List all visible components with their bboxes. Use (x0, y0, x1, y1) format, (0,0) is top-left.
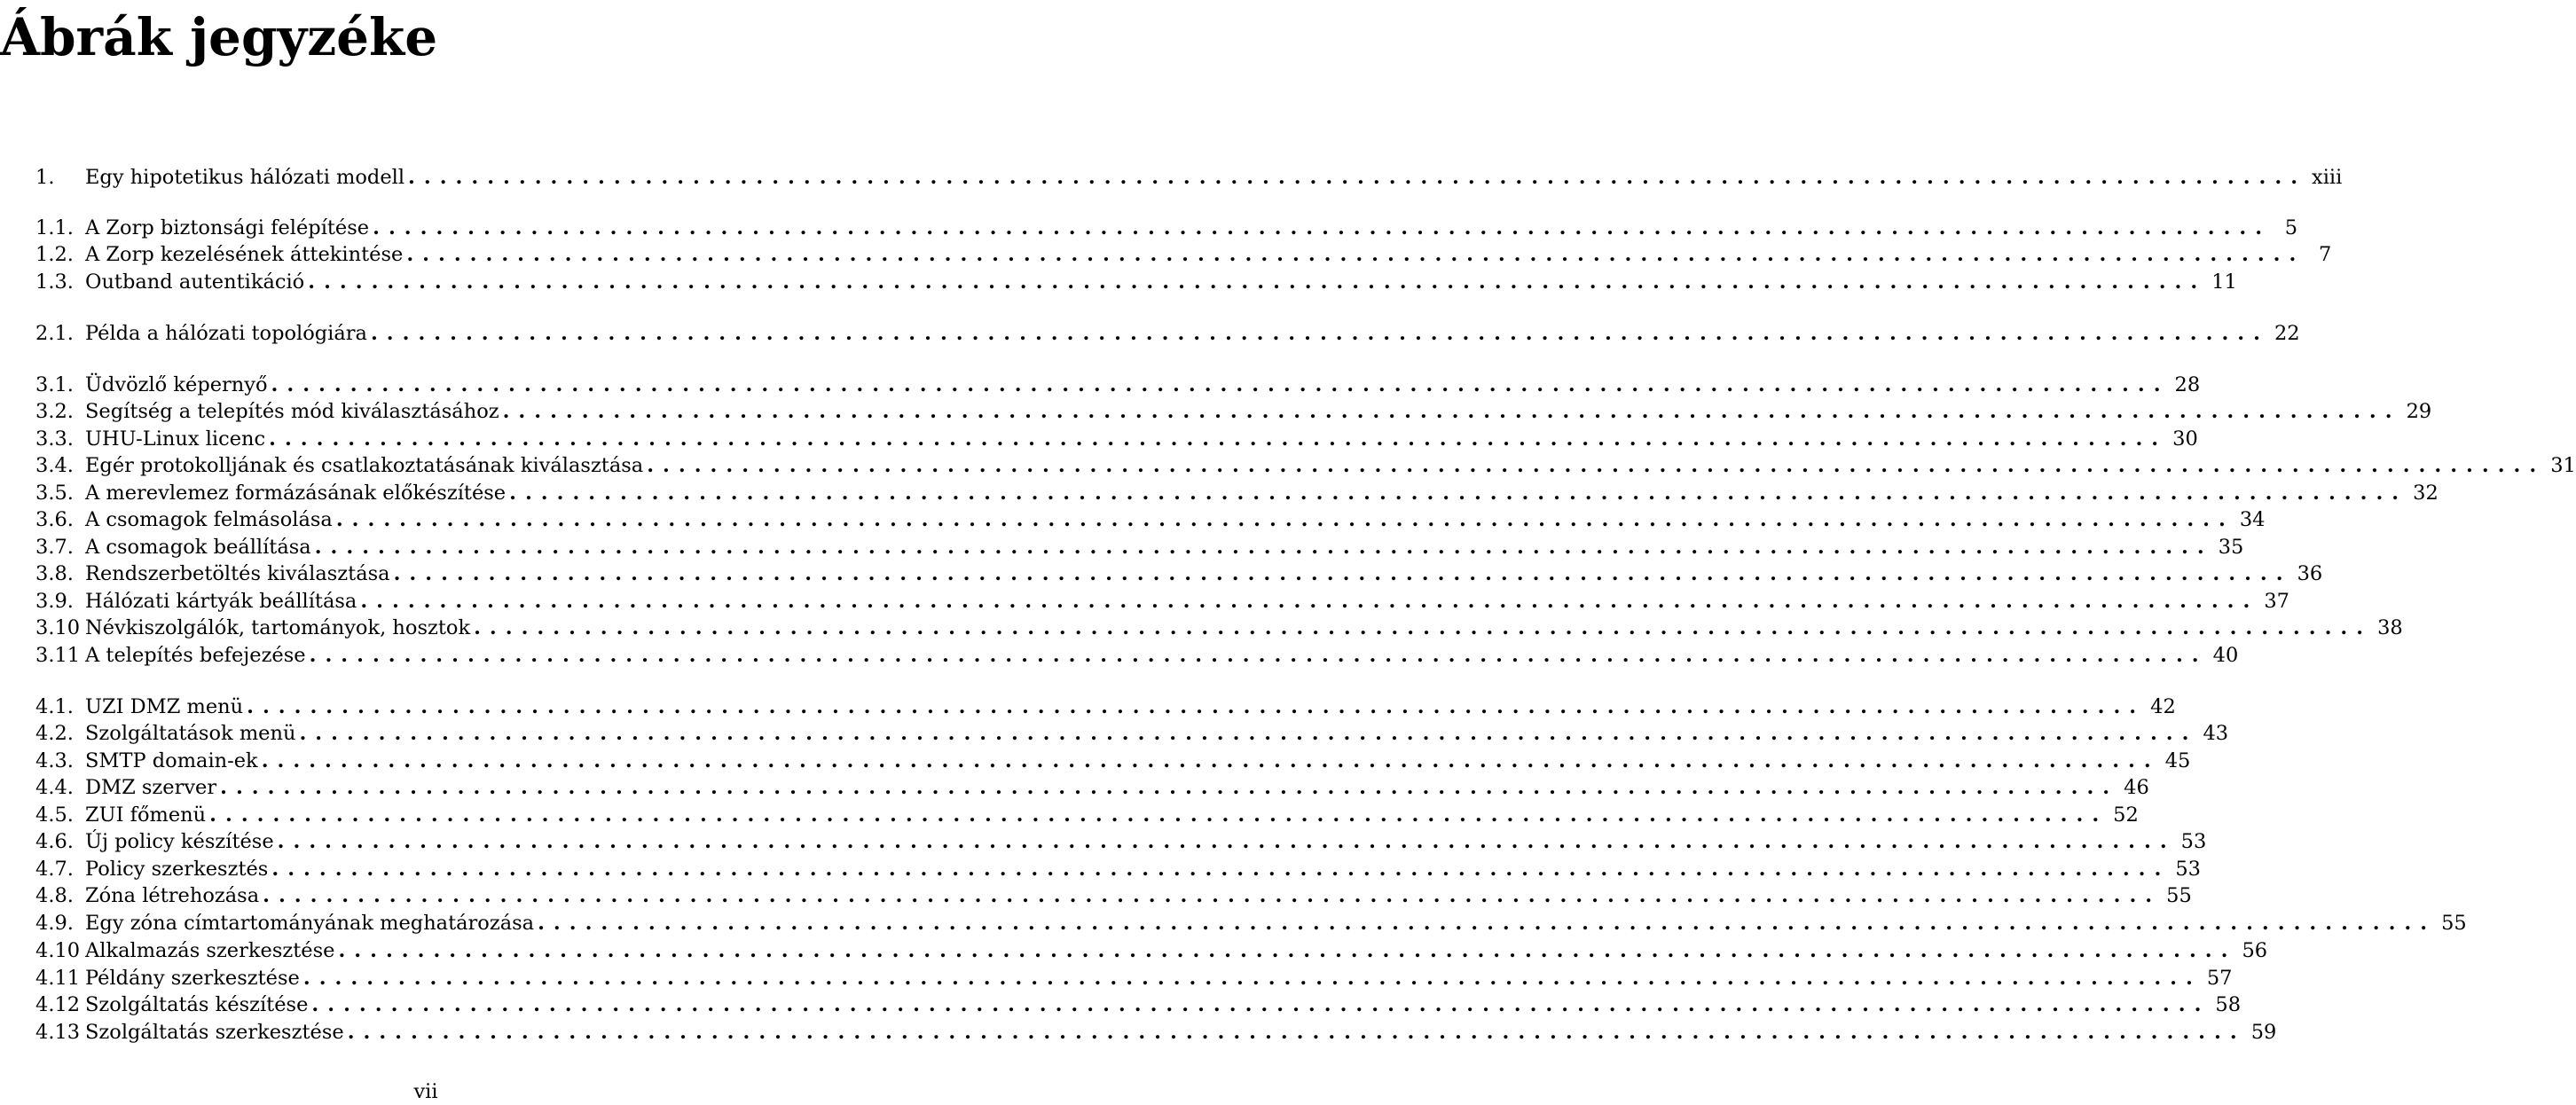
dot-leader: ........................................................................................................................ (370, 322, 2269, 345)
dot-leader: ........................................................................................................................ (338, 939, 2237, 962)
dot-leader: ........................................................................................................................ (277, 830, 2176, 853)
figure-number: 3.1. (35, 373, 74, 396)
figure-title: Policy szerkesztés (85, 858, 269, 881)
dot-leader: ........................................................................................................................ (360, 590, 2259, 613)
page-reference: 58 (2215, 993, 2242, 1016)
toc-entry[interactable] (35, 560, 2323, 587)
figure-number: 1.3. (35, 270, 74, 294)
page-reference: 36 (2297, 562, 2323, 585)
toc-entry[interactable] (35, 991, 2242, 1018)
figure-title: Üdvözlő képernyő (85, 373, 268, 396)
figure-number: 4.3. (35, 749, 74, 772)
toc-entry[interactable] (35, 694, 2176, 720)
toc-entry[interactable] (35, 480, 2439, 506)
toc-entry[interactable] (35, 269, 2237, 295)
page-reference: 29 (2406, 400, 2432, 423)
dot-leader: ........................................................................................................................ (509, 482, 2408, 505)
dot-leader: ........................................................................................................................ (271, 373, 2170, 396)
dot-leader: ........................................................................................................................ (647, 454, 2546, 477)
page-reference: 45 (2164, 749, 2191, 772)
figure-title: A Zorp kezelésének áttekintése (85, 243, 404, 266)
toc-entry[interactable] (35, 588, 2289, 615)
page-reference: 30 (2172, 427, 2198, 451)
figure-number: 4.5. (35, 803, 74, 827)
page-reference: 34 (2239, 508, 2266, 531)
figure-title: Outband autentikáció (85, 270, 305, 294)
dot-leader: ........................................................................................................................ (335, 508, 2234, 531)
page-reference: 11 (2211, 270, 2237, 294)
figure-title: SMTP domain-ek (85, 749, 258, 772)
toc-entry[interactable] (35, 164, 2343, 191)
figure-number: 1.1. (35, 216, 74, 239)
page-reference: 53 (2180, 830, 2207, 853)
toc-entry[interactable] (35, 534, 2244, 560)
dot-leader: ........................................................................................................................ (474, 616, 2373, 639)
figure-number: 4.2. (35, 722, 74, 745)
figure-number: 2.1. (35, 322, 74, 345)
figure-title: Hálózati kártyák beállítása (85, 590, 357, 613)
figure-number: 3.9. (35, 590, 74, 613)
figure-number: 4.4. (35, 776, 74, 799)
figure-title: Zóna létrehozása (85, 884, 260, 907)
toc-entry[interactable] (35, 1019, 2277, 1046)
dot-leader: ........................................................................................................................ (538, 912, 2437, 935)
page-reference: 40 (2212, 644, 2239, 667)
toc-entry[interactable] (35, 241, 2332, 268)
toc-entry[interactable] (35, 215, 2298, 241)
page-reference: 55 (2166, 884, 2192, 907)
page-reference: 52 (2113, 803, 2139, 827)
figure-number: 4.11 (35, 967, 81, 990)
dot-leader: ........................................................................................................................ (373, 216, 2272, 239)
figure-title: Egér protokolljának és csatlakoztatásának kiválasztása (85, 454, 644, 477)
page-reference: 7 (2319, 243, 2332, 266)
page-reference: 31 (2550, 454, 2576, 477)
figure-title: A csomagok felmásolása (85, 508, 333, 531)
dot-leader: ........................................................................................................................ (311, 993, 2211, 1016)
toc-entry[interactable] (35, 615, 2403, 641)
dot-leader: ........................................................................................................................ (408, 166, 2307, 189)
toc-entry[interactable] (35, 506, 2266, 533)
figure-title: Alkalmazás szerkesztése (85, 939, 335, 962)
toc-entry[interactable] (35, 910, 2467, 937)
toc-entry[interactable] (35, 320, 2300, 347)
dot-leader: ........................................................................................................................ (299, 722, 2198, 745)
figure-title: Szolgáltatás készítése (85, 993, 309, 1016)
toc-entry[interactable] (35, 372, 2201, 398)
figure-number: 4.12 (35, 993, 81, 1016)
dot-leader: ........................................................................................................................ (261, 749, 2160, 772)
page-reference: 22 (2274, 322, 2300, 345)
figure-number: 3.8. (35, 562, 74, 585)
toc-entry[interactable] (35, 426, 2198, 452)
page-number: vii (413, 1080, 438, 1103)
figure-number: 3.4. (35, 454, 74, 477)
page-reference: 37 (2264, 590, 2289, 613)
figure-title: Egy zóna címtartományának meghatározása (85, 912, 535, 935)
figure-number: 4.13 (35, 1021, 81, 1044)
figure-number: 3.3. (35, 427, 74, 451)
figure-number: 3.10 (35, 616, 81, 639)
page-reference: xiii (2312, 166, 2343, 189)
dot-leader: ........................................................................................................................ (309, 644, 2208, 667)
figure-title: A merevlemez formázásának előkészítése (85, 482, 507, 505)
toc-entry[interactable] (35, 774, 2149, 801)
figure-number: 3.7. (35, 536, 74, 559)
page-reference: 28 (2174, 373, 2201, 396)
figure-title: Egy hipotetikus hálózati modell (85, 166, 405, 189)
dot-leader: ........................................................................................................................ (263, 884, 2162, 907)
page-reference: 59 (2250, 1021, 2277, 1044)
figure-number: 4.10 (35, 939, 81, 962)
page-reference: 38 (2377, 616, 2403, 639)
figure-number: 1.2. (35, 243, 74, 266)
dot-leader: ........................................................................................................................ (220, 776, 2119, 799)
toc-entry[interactable] (35, 398, 2432, 425)
dot-leader: ........................................................................................................................ (308, 270, 2207, 294)
toc-entry[interactable] (35, 642, 2239, 669)
dot-leader: ........................................................................................................................ (302, 967, 2202, 990)
figure-title: A csomagok beállítása (85, 536, 311, 559)
figure-number: 3.5. (35, 482, 74, 505)
figure-number: 4.8. (35, 884, 74, 907)
figure-number: 4.7. (35, 858, 74, 881)
figure-title: Segítség a telepítés mód kiválasztásához (85, 400, 499, 423)
figure-title: Példány szerkesztése (85, 967, 300, 990)
toc-entry[interactable] (35, 720, 2229, 747)
figure-title: Új policy készítése (85, 830, 274, 853)
figure-title: Szolgáltatások menü (85, 722, 296, 745)
page-reference: 42 (2150, 695, 2176, 718)
page-reference: 57 (2206, 967, 2233, 990)
dot-leader: ........................................................................................................................ (314, 536, 2213, 559)
toc-entry[interactable] (35, 828, 2207, 855)
dot-leader: ........................................................................................................................ (269, 427, 2168, 451)
figure-title: Névkiszolgálók, tartományok, hosztok (85, 616, 471, 639)
toc-entry[interactable] (35, 856, 2201, 882)
figure-title: Példa a hálózati topológiára (85, 322, 367, 345)
dot-leader: ........................................................................................................................ (247, 695, 2146, 718)
figure-number: 4.6. (35, 830, 74, 853)
figure-title: A Zorp biztonsági felépítése (85, 216, 370, 239)
page-title: Ábrák jegyzéke (0, 7, 438, 67)
figure-title: ZUI főmenü (85, 803, 207, 827)
page-reference: 53 (2175, 858, 2201, 881)
page-reference: 32 (2413, 482, 2439, 505)
dot-leader: ........................................................................................................................ (209, 803, 2109, 827)
toc-entry[interactable] (35, 802, 2139, 828)
toc-entry[interactable] (35, 452, 2576, 479)
toc-entry[interactable] (35, 937, 2268, 964)
dot-leader: ........................................................................................................................ (271, 858, 2171, 881)
page-reference: 5 (2284, 216, 2298, 239)
figure-title: UHU-Linux licenc (85, 427, 266, 451)
figure-title: DMZ szerver (85, 776, 217, 799)
page-reference: 43 (2203, 722, 2229, 745)
page-reference: 35 (2218, 536, 2244, 559)
page-reference: 56 (2242, 939, 2268, 962)
dot-leader: ........................................................................................................................ (393, 562, 2292, 585)
figure-number: 4.9. (35, 912, 74, 935)
figure-title: UZI DMZ menü (85, 695, 244, 718)
dot-leader: ........................................................................................................................ (502, 400, 2401, 423)
figure-title: A telepítés befejezése (85, 644, 306, 667)
toc-entry[interactable] (35, 882, 2192, 909)
page-reference: 46 (2124, 776, 2149, 799)
toc-entry[interactable] (35, 965, 2233, 991)
figure-number: 3.11 (35, 644, 81, 667)
figure-number: 3.2. (35, 400, 74, 423)
figure-title: Szolgáltatás szerkesztése (85, 1021, 344, 1044)
figure-number: 3.6. (35, 508, 74, 531)
page-reference: 55 (2441, 912, 2467, 935)
figure-number: 4.1. (35, 695, 74, 718)
dot-leader: ........................................................................................................................ (347, 1021, 2246, 1044)
toc-entry[interactable] (35, 748, 2191, 774)
figure-number: 1. (35, 166, 55, 189)
figure-title: Rendszerbetöltés kiválasztása (85, 562, 390, 585)
dot-leader: ........................................................................................................................ (406, 243, 2305, 266)
